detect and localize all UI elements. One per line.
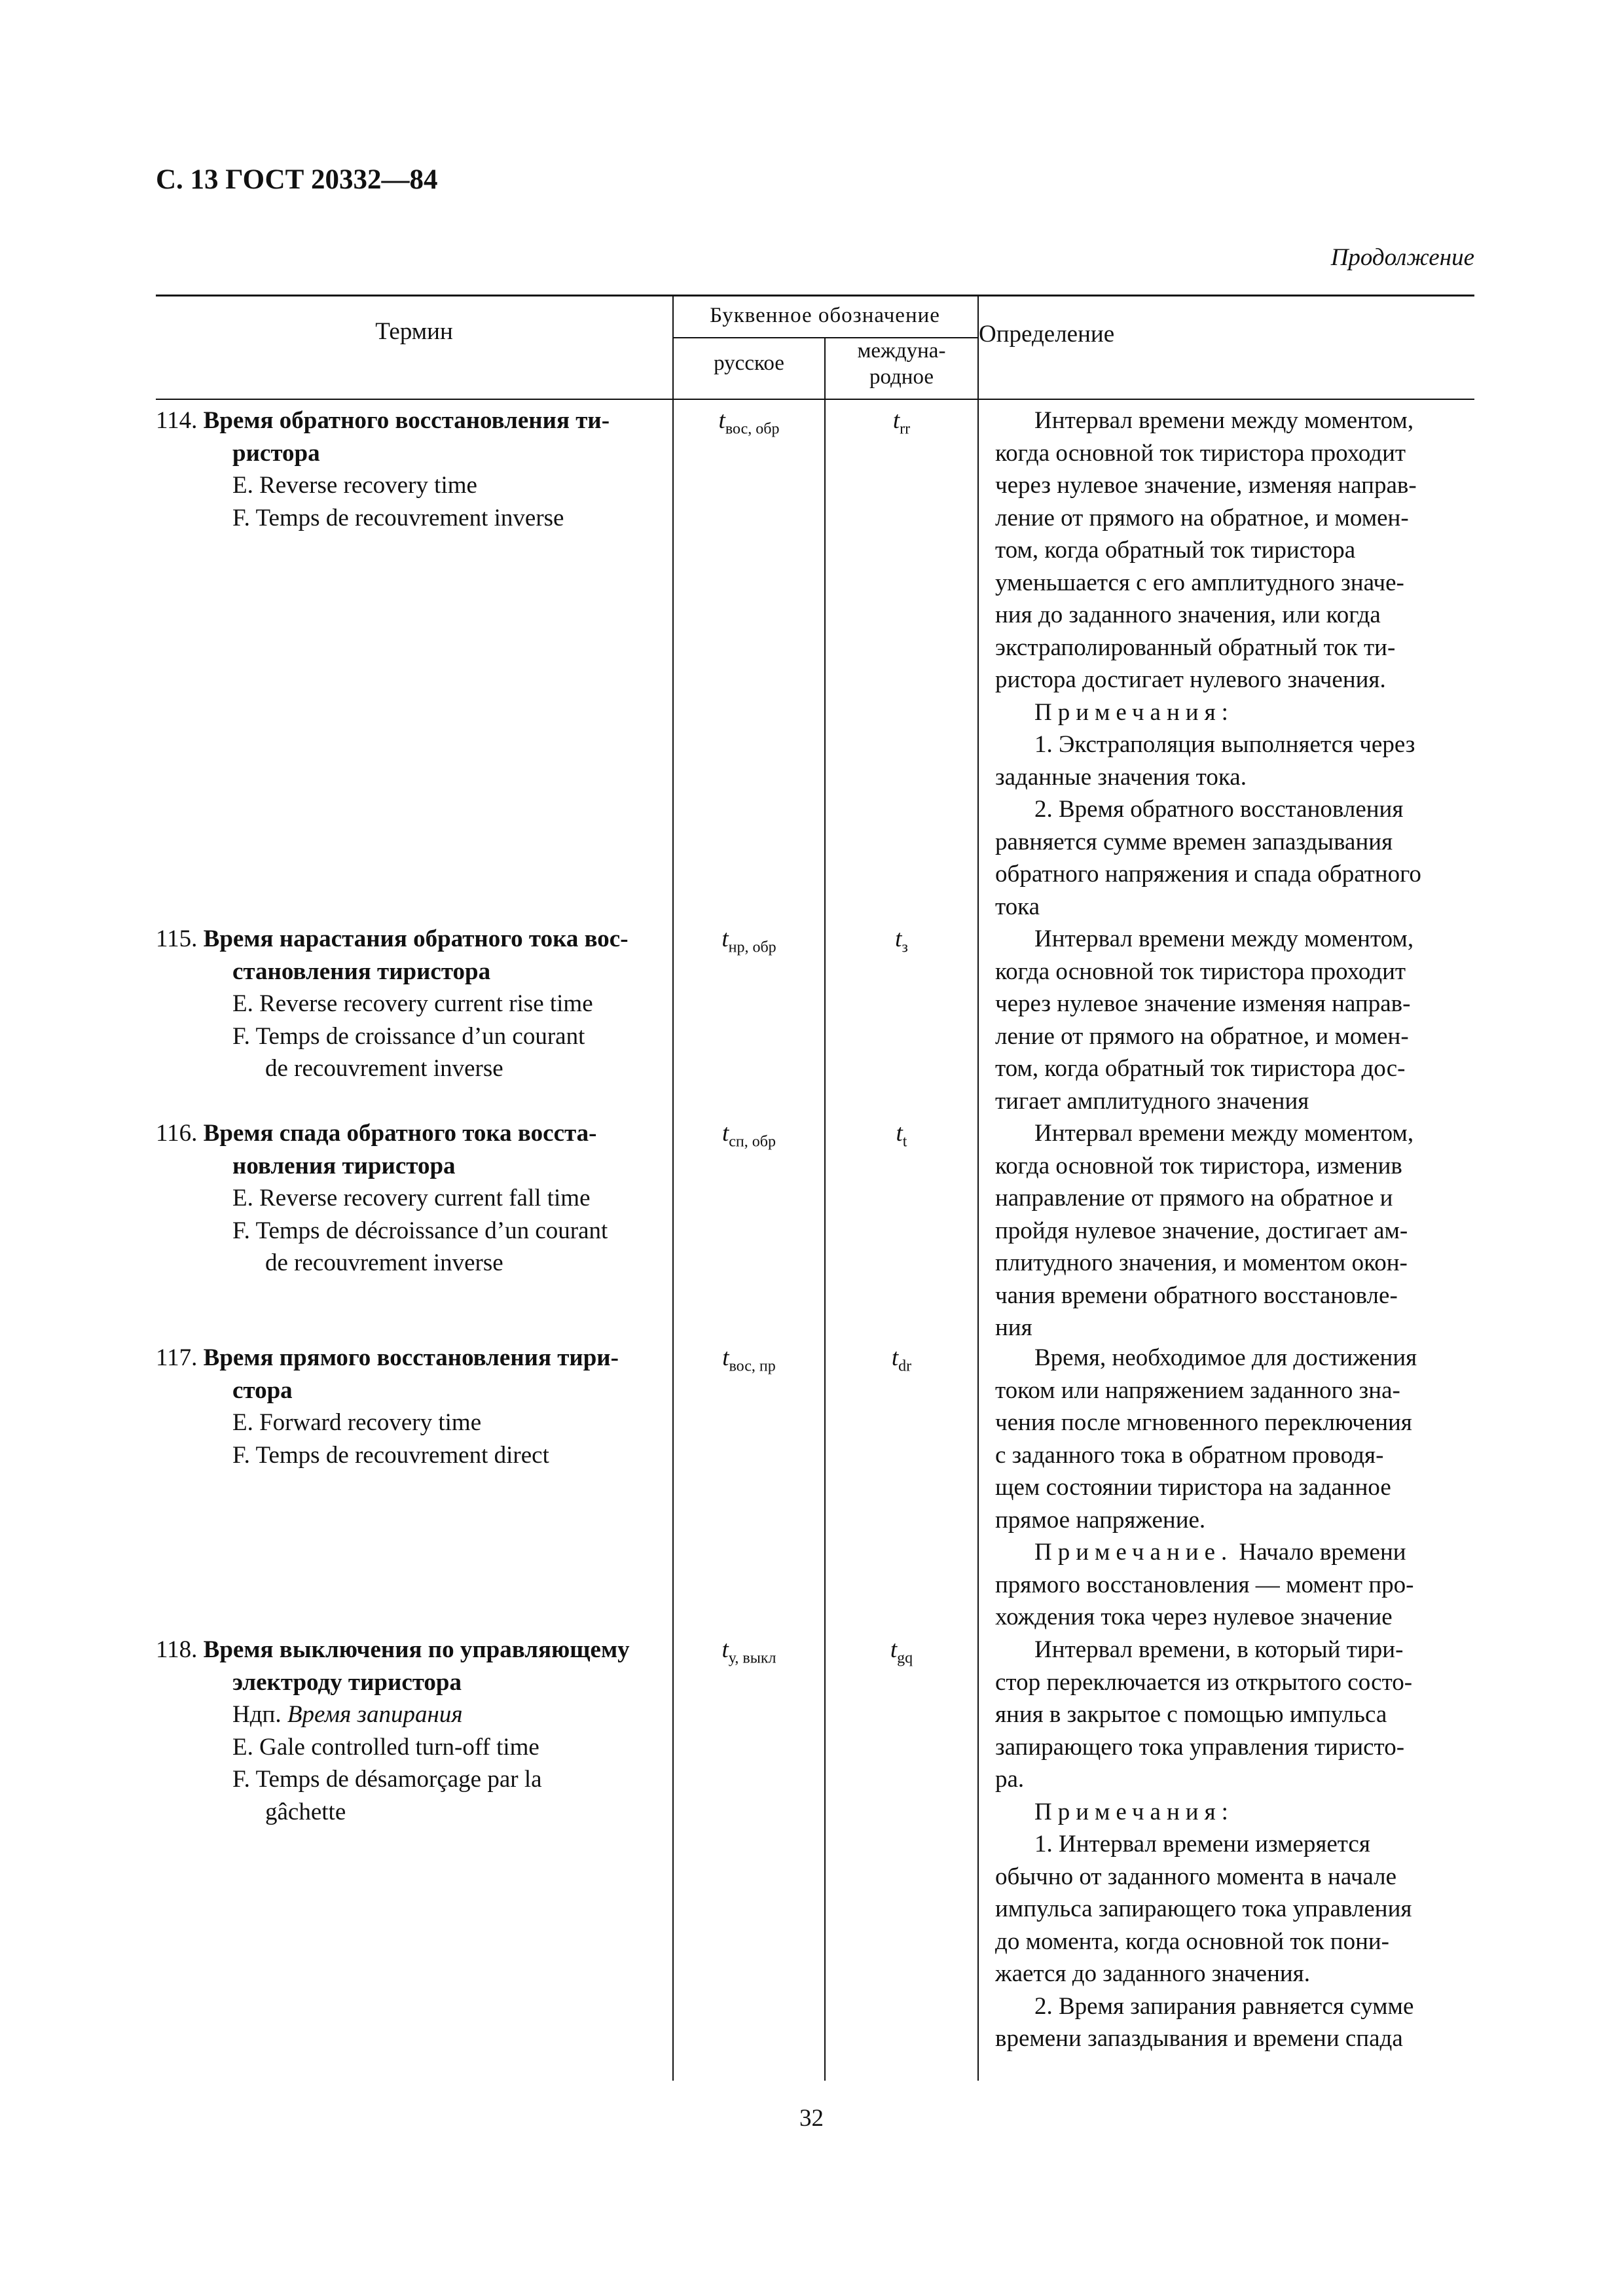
definition-line: когда основной ток тиристора, изменив [995, 1152, 1402, 1179]
definition-line: Интервал времени, в который тири- [1034, 1636, 1404, 1663]
term-russian: Время обратного восстановления ти- [203, 407, 610, 434]
term-french: F. Temps de croissance d’un courant [232, 1022, 585, 1050]
definition-cell [995, 404, 1474, 923]
definition-line: Время, необходимое для достижения [1034, 1344, 1417, 1371]
term-english: E. Gale controlled turn-off time [232, 1733, 539, 1761]
column-header-definition: Определение [979, 321, 1115, 348]
term-english: E. Reverse recovery current rise time [232, 990, 593, 1017]
term-russian: Время выключения по управляющему [203, 1636, 630, 1663]
note-line: прямого восстановления — момент про- [995, 1571, 1414, 1598]
term-french: F. Temps de recouvrement inverse [232, 504, 564, 531]
term-french: F. Temps de décroissance d’un courant [232, 1217, 608, 1244]
term-russian-cont: ристора [232, 439, 320, 467]
column-header-letters: Буквенное обозначение [710, 304, 940, 327]
term-english: E. Reverse recovery current fall time [232, 1185, 591, 1211]
definition-line: запирающего тока управления тиристо- [995, 1733, 1405, 1761]
term-french: F. Temps de recouvrement direct [232, 1441, 549, 1469]
term-french-cont: de recouvrement inverse [265, 1055, 503, 1082]
term-russian: Время спада обратного тока восста- [203, 1120, 597, 1147]
symbol-russian: $t_{у, выкл}$ [721, 1636, 776, 1667]
term-french: F. Temps de désamorçage par la [232, 1766, 542, 1793]
definition-line: прямое напряжение. [995, 1506, 1206, 1534]
term-russian-cont: новления тиристора [232, 1152, 456, 1179]
term-cell [156, 1117, 672, 1280]
definition-line: чания времени обратного восстановле- [995, 1282, 1398, 1309]
definition-line: ристора достигает нулевого значения. [995, 666, 1386, 693]
definition-line: Интервал времени между моментом, [1034, 1120, 1414, 1147]
note-line: обратного напряжения и спада обратного [995, 861, 1421, 888]
definition-cell [995, 1342, 1474, 1634]
definition-line: когда основной ток тиристора проходит [995, 958, 1406, 985]
term-russian: Время прямого восстановления тири- [203, 1344, 619, 1371]
definition-line: уменьшается с его амплитудного значе- [995, 569, 1404, 596]
symbol-international: $t_{dr}$ [891, 1344, 912, 1375]
definition-cell [995, 1634, 1474, 2055]
definition-line: том, когда обратный ток тиристора дос- [995, 1055, 1406, 1082]
note-line: хождения тока через нулевое значение [995, 1604, 1393, 1630]
note-line: 2. Время обратного восстановления [1034, 796, 1404, 823]
definition-line: пройдя нулевое значение, достигает ам- [995, 1217, 1408, 1244]
definition-line: ление от прямого на обратное, и момен- [995, 504, 1409, 531]
term-cell [156, 923, 672, 1085]
term-deprecated: Ндп. Время запирания [232, 1701, 463, 1728]
term-russian-cont: электроду тиристора [232, 1668, 462, 1696]
term-russian-cont: становления тиристора [232, 958, 491, 985]
symbol-russian: $t_{сп, обр}$ [722, 1120, 776, 1151]
term-french-cont: de recouvrement inverse [265, 1249, 503, 1276]
term-english: E. Reverse recovery time [232, 472, 477, 499]
column-header-russian: русское [714, 351, 784, 375]
term-french-cont: gâchette [265, 1798, 346, 1825]
definition-line: плитудного значения, и моментом окон- [995, 1249, 1408, 1276]
note-line: 1. Экстраполяция выполняется через [1034, 731, 1415, 758]
symbol-international: $t_t$ [896, 1120, 907, 1151]
definition-line: Интервал времени между моментом, [1034, 925, 1414, 952]
page-number: 32 [799, 2105, 824, 2132]
definition-cell [995, 923, 1474, 1117]
note-line: 2. Время запирания равняется сумме [1034, 1992, 1414, 2020]
continuation-label: Продолжение [1330, 244, 1474, 271]
definition-line: когда основной ток тиристора проходит [995, 439, 1406, 467]
symbol-international: $t_з$ [895, 925, 908, 956]
header-text-line: родное [869, 365, 934, 389]
note-line: обычно от заданного момента в начале [995, 1863, 1397, 1890]
symbol-russian: $t_{вос, пр}$ [722, 1344, 776, 1375]
note-heading: Примечания: [1034, 698, 1234, 726]
definition-line: тигает амплитудного значения [995, 1087, 1309, 1115]
term-russian: Время нарастания обратного тока вос- [203, 925, 629, 952]
symbol-international: $t_{gq}$ [890, 1636, 913, 1667]
header-text-line: междуна- [857, 339, 946, 363]
note-line: времени запаздывания и времени спада [995, 2025, 1403, 2052]
note-line: тока [995, 893, 1040, 920]
symbol-russian: $t_{нр, обр}$ [721, 925, 776, 956]
definition-line: ление от прямого на обратное, и момен- [995, 1022, 1409, 1050]
note-line: 1. Интервал времени измеряется [1034, 1831, 1370, 1857]
note-line: жается до заданного значения. [995, 1960, 1310, 1987]
definition-line: через нулевое значение изменяя направ- [995, 990, 1411, 1017]
definition-line: направление от прямого на обратное и [995, 1185, 1393, 1211]
terms-table [156, 295, 1474, 2081]
column-header-international [826, 338, 977, 390]
symbol-international: $t_{rr}$ [892, 407, 911, 438]
term-number: 118. [156, 1636, 198, 1663]
note-heading: Примечание. [1034, 1539, 1233, 1566]
symbol-russian: $t_{вос, обр}$ [718, 407, 780, 438]
definition-line: яния в закрытое с помощью импульса [995, 1701, 1387, 1728]
term-russian-cont: стора [232, 1376, 293, 1404]
term-number: 116. [156, 1120, 198, 1147]
page-header: С. 13 ГОСТ 20332—84 [156, 164, 438, 195]
table-top-rule [156, 295, 1474, 296]
note-line: до момента, когда основной ток пони- [995, 1928, 1389, 1955]
note-line: заданные значения тока. [995, 763, 1247, 791]
definition-line: экстраполированный обратный ток ти- [995, 634, 1396, 661]
definition-line: том, когда обратный ток тиристора [995, 537, 1356, 564]
definition-line: щем состоянии тиристора на заданное [995, 1474, 1391, 1501]
definition-line: током или напряжением заданного зна- [995, 1376, 1400, 1404]
note-line: равняется сумме времен запаздывания [995, 828, 1393, 855]
term-number: 115. [156, 925, 198, 952]
term-number: 117. [156, 1344, 198, 1371]
definition-line: Интервал времени между моментом, [1034, 407, 1414, 434]
column-divider [824, 337, 826, 2081]
definition-line: ния [995, 1314, 1032, 1341]
definition-line: через нулевое значение, изменяя направ- [995, 472, 1417, 499]
term-number: 114. [156, 407, 198, 434]
note-heading: Примечания: [1034, 1798, 1234, 1825]
term-english: E. Forward recovery time [232, 1409, 482, 1436]
column-divider [977, 295, 979, 2081]
definition-line: с заданного тока в обратном проводя- [995, 1441, 1384, 1469]
note-line: импульса запирающего тока управления [995, 1895, 1412, 1922]
column-header-term: Термин [375, 318, 453, 345]
definition-line: стор переключается из открытого состо- [995, 1668, 1413, 1696]
definition-line: ния до заданного значения, или когда [995, 601, 1381, 628]
definition-cell [995, 1117, 1474, 1344]
header-bottom-rule [156, 399, 1474, 400]
term-cell [156, 404, 672, 534]
note-text: Начало времени [1239, 1539, 1406, 1566]
definition-line: ра. [995, 1766, 1025, 1793]
note-line [995, 1536, 1474, 1569]
term-cell [156, 1342, 672, 1471]
term-cell [156, 1634, 672, 1828]
column-divider [672, 295, 674, 2081]
definition-line: чения после мгновенного переключения [995, 1409, 1412, 1436]
